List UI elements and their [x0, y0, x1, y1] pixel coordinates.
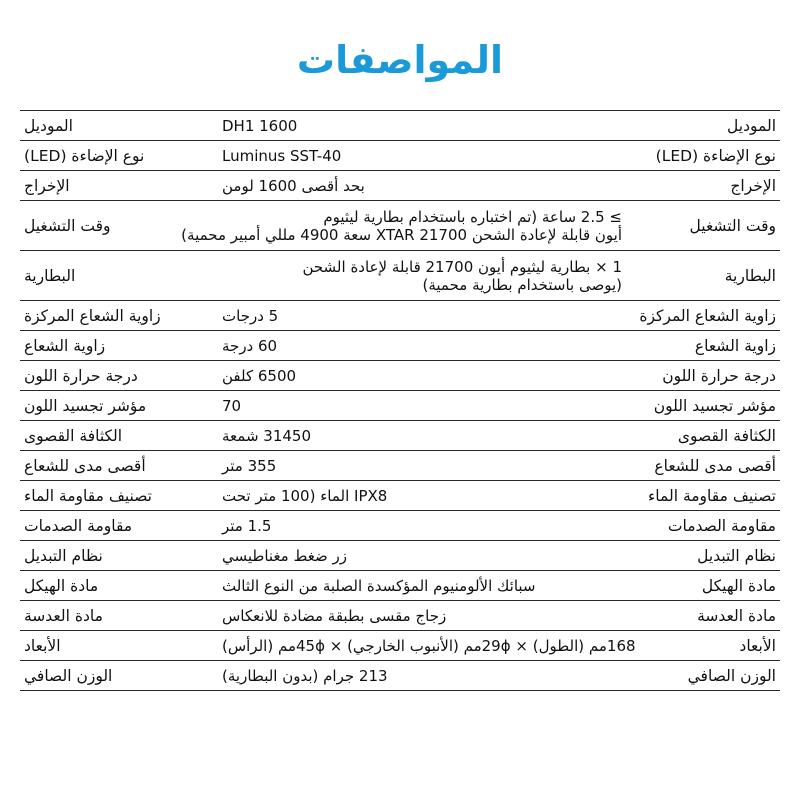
table-row	[20, 661, 780, 691]
row-label-right: زاوية الشعاع المركزة	[639, 306, 776, 325]
table-row	[20, 361, 780, 391]
row-label-left: مادة الهيكل	[24, 576, 99, 595]
table-row	[20, 631, 780, 661]
table-row	[20, 451, 780, 481]
row-label-right: مادة الهيكل	[701, 576, 776, 595]
row-value: بحد أقصى 1600 لومن	[222, 176, 365, 195]
row-label-left: الكثافة القصوى	[24, 426, 123, 445]
row-value: DH1 1600	[222, 116, 298, 135]
row-label-right: البطارية	[724, 266, 776, 285]
table-row	[20, 601, 780, 631]
row-label-left: مادة العدسة	[24, 606, 103, 625]
row-value: 6500 كلفن	[222, 366, 297, 385]
table-row	[20, 201, 780, 251]
row-label-left: نظام التبديل	[24, 546, 103, 565]
row-label-left: الموديل	[24, 116, 73, 135]
table-row	[20, 171, 780, 201]
row-label-right: وقت التشغيل	[689, 216, 776, 235]
row-label-right: الإخراج	[730, 176, 776, 195]
row-label-right: زاوية الشعاع	[694, 336, 776, 355]
table-row	[20, 421, 780, 451]
row-label-right: درجة حرارة اللون	[662, 366, 776, 385]
row-label-left: درجة حرارة اللون	[24, 366, 138, 385]
row-label-right: تصنيف مقاومة الماء	[648, 486, 776, 505]
specs-table	[20, 110, 780, 691]
table-row	[20, 251, 780, 301]
row-label-left: أقصى مدى للشعاع	[24, 456, 146, 475]
row-value-line: (يوصى باستخدام بطارية محمية)	[422, 275, 622, 294]
row-label-left: مقاومة الصدمات	[24, 516, 133, 535]
row-value: 168مم (الطول) × 29ϕمم (الأنبوب الخارجي) × 45ϕمم (الرأس)	[222, 636, 636, 655]
table-row	[20, 301, 780, 331]
row-value: زر ضغط مغناطيسي	[222, 546, 347, 565]
table-row	[20, 141, 780, 171]
row-label-right: مادة العدسة	[697, 606, 776, 625]
row-label-right: الأبعاد	[739, 636, 776, 655]
row-value: 31450 شمعة	[222, 426, 312, 445]
row-value: سبائك الألومنيوم المؤكسدة الصلبة من النوع الثالث	[222, 576, 536, 595]
row-value: زجاج مقسى بطبقة مضادة للانعكاس	[222, 606, 447, 625]
row-label-left: البطارية	[24, 266, 76, 285]
table-row	[20, 511, 780, 541]
row-value: 355 متر	[222, 456, 277, 475]
row-label-left: زاوية الشعاع المركزة	[24, 306, 161, 325]
row-label-left: الوزن الصافي	[24, 666, 113, 685]
row-value: IPX8 الماء (100 متر تحت	[222, 486, 388, 505]
row-value-line: أيون قابلة لإعادة الشحن XTAR 21700 سعة 4900 مللي أمبير محمية)	[181, 225, 622, 244]
row-value-line: 1 × بطارية ليثيوم أيون 21700 قابلة لإعادة الشحن	[302, 257, 622, 276]
row-label-right: الكثافة القصوى	[677, 426, 776, 445]
row-label-right: أقصى مدى للشعاع	[654, 456, 776, 475]
row-value: 60 درجة	[222, 336, 278, 355]
table-row	[20, 481, 780, 511]
row-value: Luminus SST-40	[222, 146, 342, 165]
row-value: 5 درجات	[222, 306, 279, 325]
row-label-left: الأبعاد	[24, 636, 61, 655]
row-label-left: تصنيف مقاومة الماء	[24, 486, 152, 505]
row-label-right: الموديل	[727, 116, 776, 135]
table-row	[20, 571, 780, 601]
row-label-right: مؤشر تجسيد اللون	[653, 396, 776, 415]
row-value: 1.5 متر	[222, 516, 272, 535]
row-value	[222, 251, 622, 300]
row-label-left: الإخراج	[24, 176, 70, 195]
row-label-right: مقاومة الصدمات	[667, 516, 776, 535]
row-label-left: وقت التشغيل	[24, 216, 111, 235]
row-label-right: نظام التبديل	[697, 546, 776, 565]
row-label-left: نوع الإضاءة (LED)	[24, 146, 145, 165]
table-row	[20, 391, 780, 421]
row-value	[181, 201, 622, 250]
page-title: المواصفات	[296, 38, 504, 82]
row-label-right: الوزن الصافي	[687, 666, 776, 685]
row-label-left: مؤشر تجسيد اللون	[24, 396, 147, 415]
row-value: 70	[222, 396, 242, 415]
table-row	[20, 541, 780, 571]
row-value: 213 جرام (بدون البطارية)	[222, 666, 388, 685]
table-row	[20, 331, 780, 361]
table-row	[20, 111, 780, 141]
row-label-left: زاوية الشعاع	[24, 336, 106, 355]
row-value-line: ≥ 2.5 ساعة (تم اختباره باستخدام بطارية ليثيوم	[323, 207, 622, 226]
row-label-right: نوع الإضاءة (LED)	[655, 146, 776, 165]
